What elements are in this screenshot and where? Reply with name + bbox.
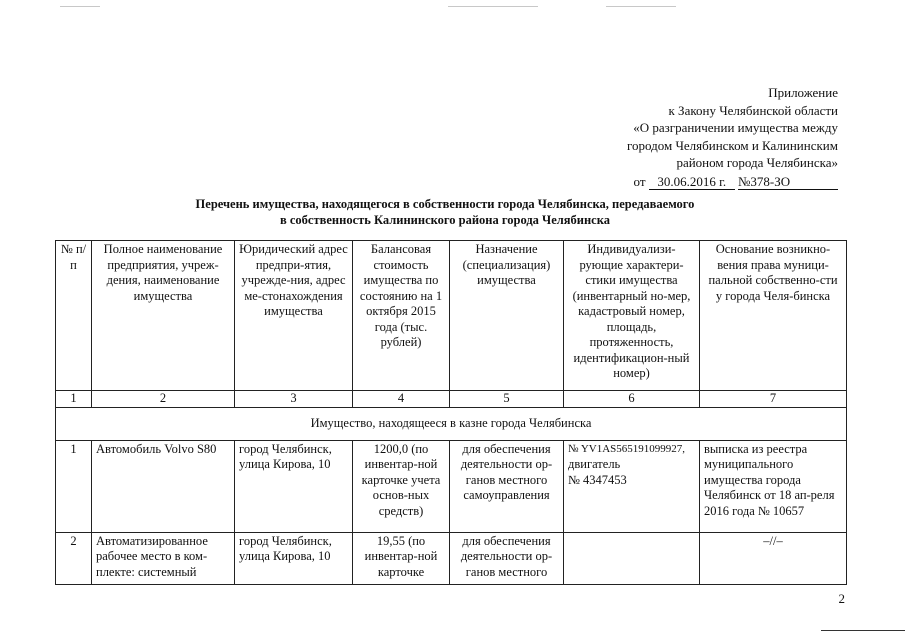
row-number: 2 — [56, 532, 92, 584]
table-row — [56, 440, 847, 532]
row-value: 19,55 (по инвентар-ной карточке — [353, 532, 450, 584]
table-row — [56, 532, 847, 584]
header-cell-name: Полное наименование предприятия, учреж-дения, наименование имущества — [92, 241, 235, 391]
row-characteristics-line: двигатель — [568, 457, 621, 471]
row-purpose: для обеспечения деятельности ор-ганов местного самоуправления — [450, 440, 564, 532]
appendix-header — [538, 84, 838, 190]
section-row — [56, 407, 847, 440]
date-prefix: от — [633, 173, 646, 189]
header-cell-purpose: Назначение (специализация) имущества — [450, 241, 564, 391]
appendix-line: городом Челябинском и Калининским — [626, 137, 838, 153]
header-cell-number: № п/п — [56, 241, 92, 391]
row-number: 1 — [56, 440, 92, 532]
page-number: 2 — [838, 591, 845, 606]
row-address: город Челябинск, улица Кирова, 10 — [235, 532, 353, 584]
document-title-line: в собственность Калининского района города Челябинска — [280, 213, 610, 227]
document-title-line: Перечень имущества, находящегося в собственности города Челябинска, передаваемого — [195, 197, 695, 211]
column-number: 5 — [450, 391, 564, 408]
property-table — [55, 240, 847, 585]
document-title — [150, 196, 740, 228]
row-address: город Челябинск, улица Кирова, 10 — [235, 440, 353, 532]
row-value: 1200,0 (по инвентар-ной карточке учета основ-ных средств) — [353, 440, 450, 532]
row-characteristics-line: № 4347453 — [568, 472, 627, 487]
column-number: 2 — [92, 391, 235, 408]
column-number: 4 — [353, 391, 450, 408]
section-title: Имущество, находящееся в казне города Челябинска — [56, 407, 847, 440]
header-cell-characteristics: Индивидуализи-рующие характери-стики имущества (инвентарный но-мер, кадастровый номер, площадь, протяженность, идентификацион-ный номер) — [564, 241, 700, 391]
scan-artifact — [606, 6, 676, 7]
header-cell-value: Балансовая стоимость имущества по состоянию на 1 октября 2015 года (тыс. рублей) — [353, 241, 450, 391]
row-characteristics-line: № YV1AS565191099927, — [568, 442, 686, 455]
header-cell-basis: Основание возникно-вения права муници-пальной собственно-сти у города Челя-бинска — [700, 241, 847, 391]
row-name: Автомобиль Volvo S80 — [92, 440, 235, 532]
row-characteristics — [564, 532, 700, 584]
row-basis: –//– — [700, 532, 847, 584]
row-characteristics — [564, 440, 700, 532]
column-number-row — [56, 391, 847, 408]
row-basis: выписка из реестра муниципального имущества города Челябинск от 18 ап-реля 2016 года № 10657 — [700, 440, 847, 532]
row-purpose: для обеспечения деятельности ор-ганов местного — [450, 532, 564, 584]
appendix-line: к Закону Челябинской области — [668, 102, 838, 118]
column-number: 6 — [564, 391, 700, 408]
row-name: Автоматизированное рабочее место в ком-плекте: системный — [92, 532, 235, 584]
appendix-line: Приложение — [768, 85, 838, 100]
appendix-line: районом города Челябинска» — [676, 155, 838, 170]
column-number: 7 — [700, 391, 847, 408]
law-number: №378-ЗО — [738, 175, 838, 190]
table-header-row — [56, 241, 847, 391]
appendix-line: «О разграничении имущества между — [633, 120, 838, 135]
scan-artifact — [448, 6, 538, 7]
column-number: 3 — [235, 391, 353, 408]
scan-artifact — [60, 6, 100, 7]
header-cell-address: Юридический адрес предпри-ятия, учрежде-ния, адрес ме-стонахождения имущества — [235, 241, 353, 391]
column-number: 1 — [56, 391, 92, 408]
law-date-line — [538, 173, 838, 191]
law-date: 30.06.2016 г. — [649, 175, 735, 190]
scan-artifact — [821, 630, 905, 631]
